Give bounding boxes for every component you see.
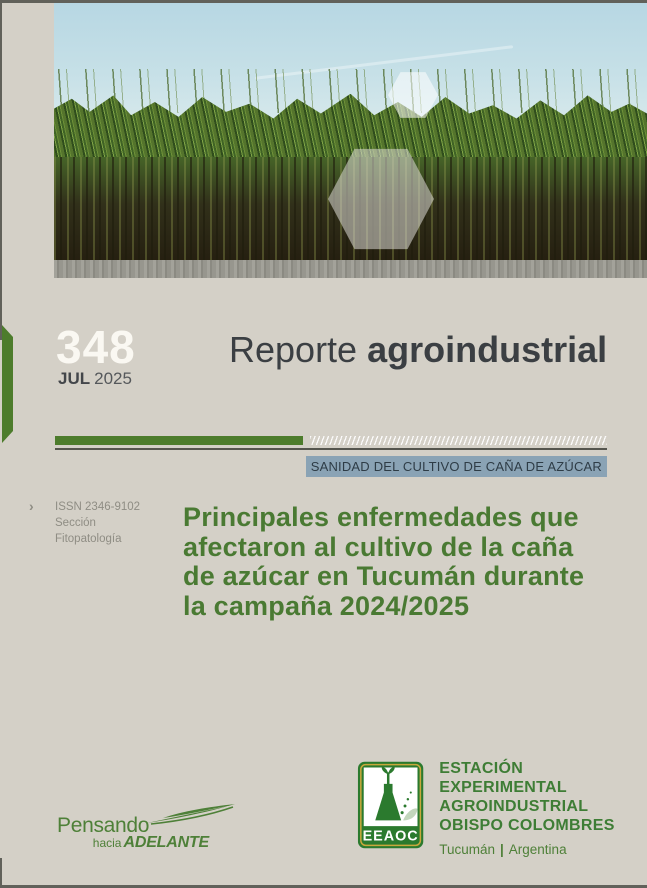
sugarcane-field-photo [54, 3, 647, 278]
divider-green-bar [55, 436, 303, 445]
article-title-line: de azúcar en Tucumán durante [183, 561, 585, 591]
green-corner-tab [2, 325, 13, 443]
section-banner: SANIDAD DEL CULTIVO DE CAÑA DE AZÚCAR [306, 456, 607, 477]
eeaoc-location [439, 842, 647, 857]
publication-title [229, 329, 607, 371]
issn-number: ISSN 2346-9102 [55, 501, 141, 513]
slogan-word-hacia: hacia [92, 836, 122, 850]
eeaoc-location-country: Argentina [508, 842, 567, 857]
eeaoc-name-line: OBISPO COLOMBRES [439, 817, 615, 834]
eeaoc-name-line: AGROINDUSTRIAL [439, 798, 589, 815]
eeaoc-acronym: EEAOC [362, 828, 419, 845]
photo-gravel-strip [54, 260, 647, 278]
section-name: Fitopatología [55, 533, 122, 545]
article-title [183, 503, 633, 621]
issue-month: JUL [58, 369, 91, 388]
pensando-adelante-logo [57, 816, 209, 852]
issue-number: 348 [56, 321, 136, 373]
article-title-line: Principales enfermedades que [183, 502, 579, 532]
publication-title-bold: agroindustrial [367, 329, 608, 370]
slogan-word-pensando: Pensando [57, 814, 150, 837]
eeaoc-location-province: Tucumán [439, 842, 495, 857]
chevron-right-icon: › [29, 498, 34, 514]
issue-meta [55, 499, 140, 547]
eeaoc-name-block [439, 759, 647, 857]
page-border-left-upper [0, 0, 2, 340]
eeaoc-logo-block [357, 759, 647, 857]
slogan-word-adelante: ADELANTE [123, 834, 209, 851]
eeaoc-crest-icon [357, 759, 424, 851]
page-border-top [0, 0, 647, 3]
divider-rule [55, 448, 607, 450]
eeaoc-name [439, 759, 647, 835]
divider-hatched-bar [310, 436, 607, 445]
leaf-swoosh-icon [145, 803, 237, 825]
eeaoc-name-line: ESTACIÓN EXPERIMENTAL [439, 760, 567, 796]
publication-title-regular: Reporte [229, 329, 368, 370]
page-border-left-lower [0, 858, 2, 888]
article-title-line: afectaron al cultivo de la caña [183, 531, 574, 562]
article-title-line: la campaña 2024/2025 [183, 590, 470, 621]
issue-date [58, 369, 132, 389]
issue-year: 2025 [94, 369, 132, 388]
eeaoc-location-separator: | [500, 842, 504, 857]
section-label: Sección [55, 517, 96, 529]
